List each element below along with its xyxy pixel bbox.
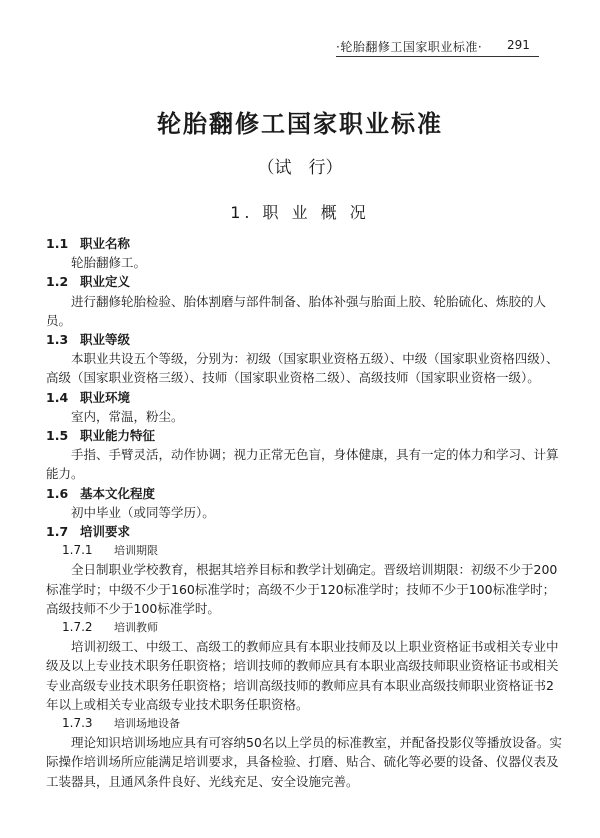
paragraph: 手指、手臂灵活，动作协调；视力正常无色盲，身体健康，具有一定的体力和学习、计算能力。	[46, 447, 559, 482]
paragraph: 进行翻修轮胎检验、胎体割磨与部件制备、胎体补强与胎面上胶、轮胎硫化、炼胶的人员。	[46, 293, 547, 328]
sub-subsection-heading: 1.7.2 培训教师	[62, 620, 158, 635]
section-title: 1. 职 业 概 况	[230, 203, 370, 222]
page-subtitle: （试 行）	[257, 158, 343, 178]
sub-subsection-heading: 1.7.3 培训场地设备	[62, 716, 180, 731]
subsection-heading: 1.4 职业环境	[46, 389, 131, 405]
document-body	[46, 234, 566, 791]
sub-subsection-heading: 1.7.1 培训期限	[62, 543, 158, 558]
subsection-heading: 1.6 基本文化程度	[46, 485, 156, 501]
paragraph: 理论知识培训场地应具有可容纳50名以上学员的标准教室，并配备投影仪等播放设备。实际操作培训场所应能满足培训要求，具备检验、打磨、贴合、硫化等必要的设备、仪器仪表及工装器具，且通风条件良好、光线充足、安全设施完善。	[46, 735, 562, 789]
subsection-heading: 1.3 职业等级	[46, 332, 131, 348]
running-title: ·轮胎翻修工国家职业标准·	[336, 40, 483, 54]
page-number: 291	[507, 38, 530, 52]
paragraph: 轮胎翻修工。	[71, 255, 147, 271]
subsection-heading: 1.2 职业定义	[46, 274, 131, 290]
subsection-heading: 1.5 职业能力特征	[46, 428, 156, 444]
running-header	[336, 38, 530, 55]
paragraph: 培训初级工、中级工、高级工的教师应具有本职业技师及以上职业资格证书或相关专业中级及以上专业技术职务任职资格；培训技师的教师应具有本职业高级技师职业资格证书或相关专业高级专业技术职务任职资格；培训高级技师的教师应具有本职业高级技师职业资格证书2年以上或相关专业高级专业技术职务任职资格。	[46, 639, 559, 712]
paragraph: 全日制职业学校教育，根据其培养目标和教学计划确定。晋级培训期限：初级不少于200标准学时；中级不少于160标准学时；高级不少于120标准学时；技师不少于100标准学时；高级技师不少于100标准学时。	[46, 562, 558, 616]
header-rule	[336, 56, 539, 57]
page-title: 轮胎翻修工国家职业标准	[157, 109, 443, 138]
subsection-heading: 1.1 职业名称	[46, 236, 131, 251]
paragraph: 室内，常温，粉尘。	[71, 408, 184, 424]
paragraph: 本职业共设五个等级，分别为：初级（国家职业资格五级）、中级（国家职业资格四级）、高级（国家职业资格三级）、技师（国家职业资格二级）、高级技师（国家职业资格一级）。	[46, 351, 559, 386]
subsection-heading: 1.7 培训要求	[46, 524, 131, 540]
paragraph: 初中毕业（或同等学历）。	[71, 504, 215, 520]
